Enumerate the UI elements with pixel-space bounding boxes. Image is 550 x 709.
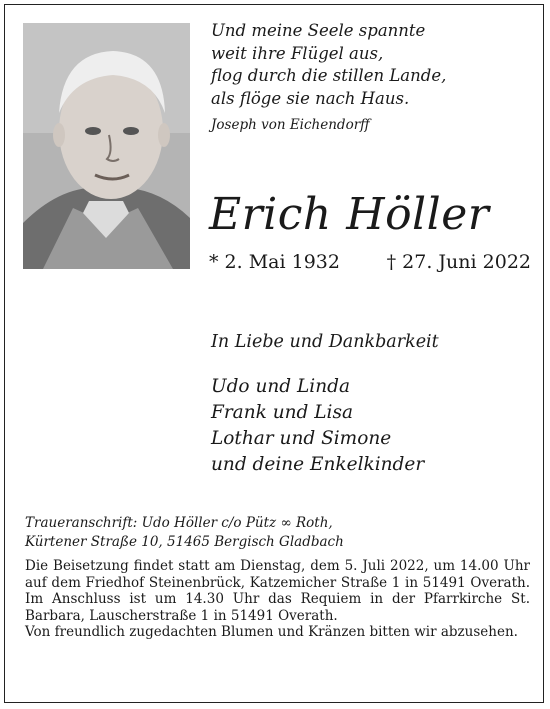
poem-line: weit ihre Flügel aus, (211, 43, 384, 63)
address-line: Kürtener Straße 10, 51465 Bergisch Gladbach (25, 534, 344, 550)
death-date: † 27. Juni 2022 (386, 251, 531, 273)
portrait-photo (23, 23, 190, 269)
gratitude-line: In Liebe und Dankbarkeit (211, 332, 439, 352)
address-line: Traueranschrift: Udo Höller c/o Pütz ∞ Roth, (25, 515, 333, 531)
funeral-details: Die Beisetzung findet statt am Dienstag, dem 5. Juli 2022, um 14.00 Uhr auf dem Friedhof Steinenbrück, Katzemicher Straße 1 in 51491 Overath. Im Anschluss ist um 14.30 Uhr das Requiem in der Pfarrkirche St. Barbara, Lauscherstraße 1 in 51491 Overath. (25, 558, 530, 624)
poem (211, 20, 531, 110)
flowers-request: Von freundlich zugedachten Blumen und Kränzen bitten wir abzusehen. (25, 624, 518, 640)
portrait-image (23, 23, 190, 269)
poem-line: Und meine Seele spannte (211, 21, 426, 40)
family-member: Udo und Linda (211, 376, 350, 397)
family-list (211, 374, 424, 478)
family-member: und deine Enkelkinder (211, 454, 425, 475)
poem-line: als flöge sie nach Haus. (211, 88, 410, 108)
mourning-address (25, 514, 531, 552)
birth-date: * 2. Mai 1932 (209, 251, 340, 273)
poem-line: flog durch die stillen Lande, (211, 66, 447, 85)
funeral-notice (25, 558, 530, 641)
poem-author: Joseph von Eichendorff (211, 117, 370, 133)
family-member: Lothar und Simone (211, 428, 392, 449)
family-member: Frank und Lisa (211, 402, 353, 423)
deceased-name: Erich Höller (209, 189, 490, 240)
